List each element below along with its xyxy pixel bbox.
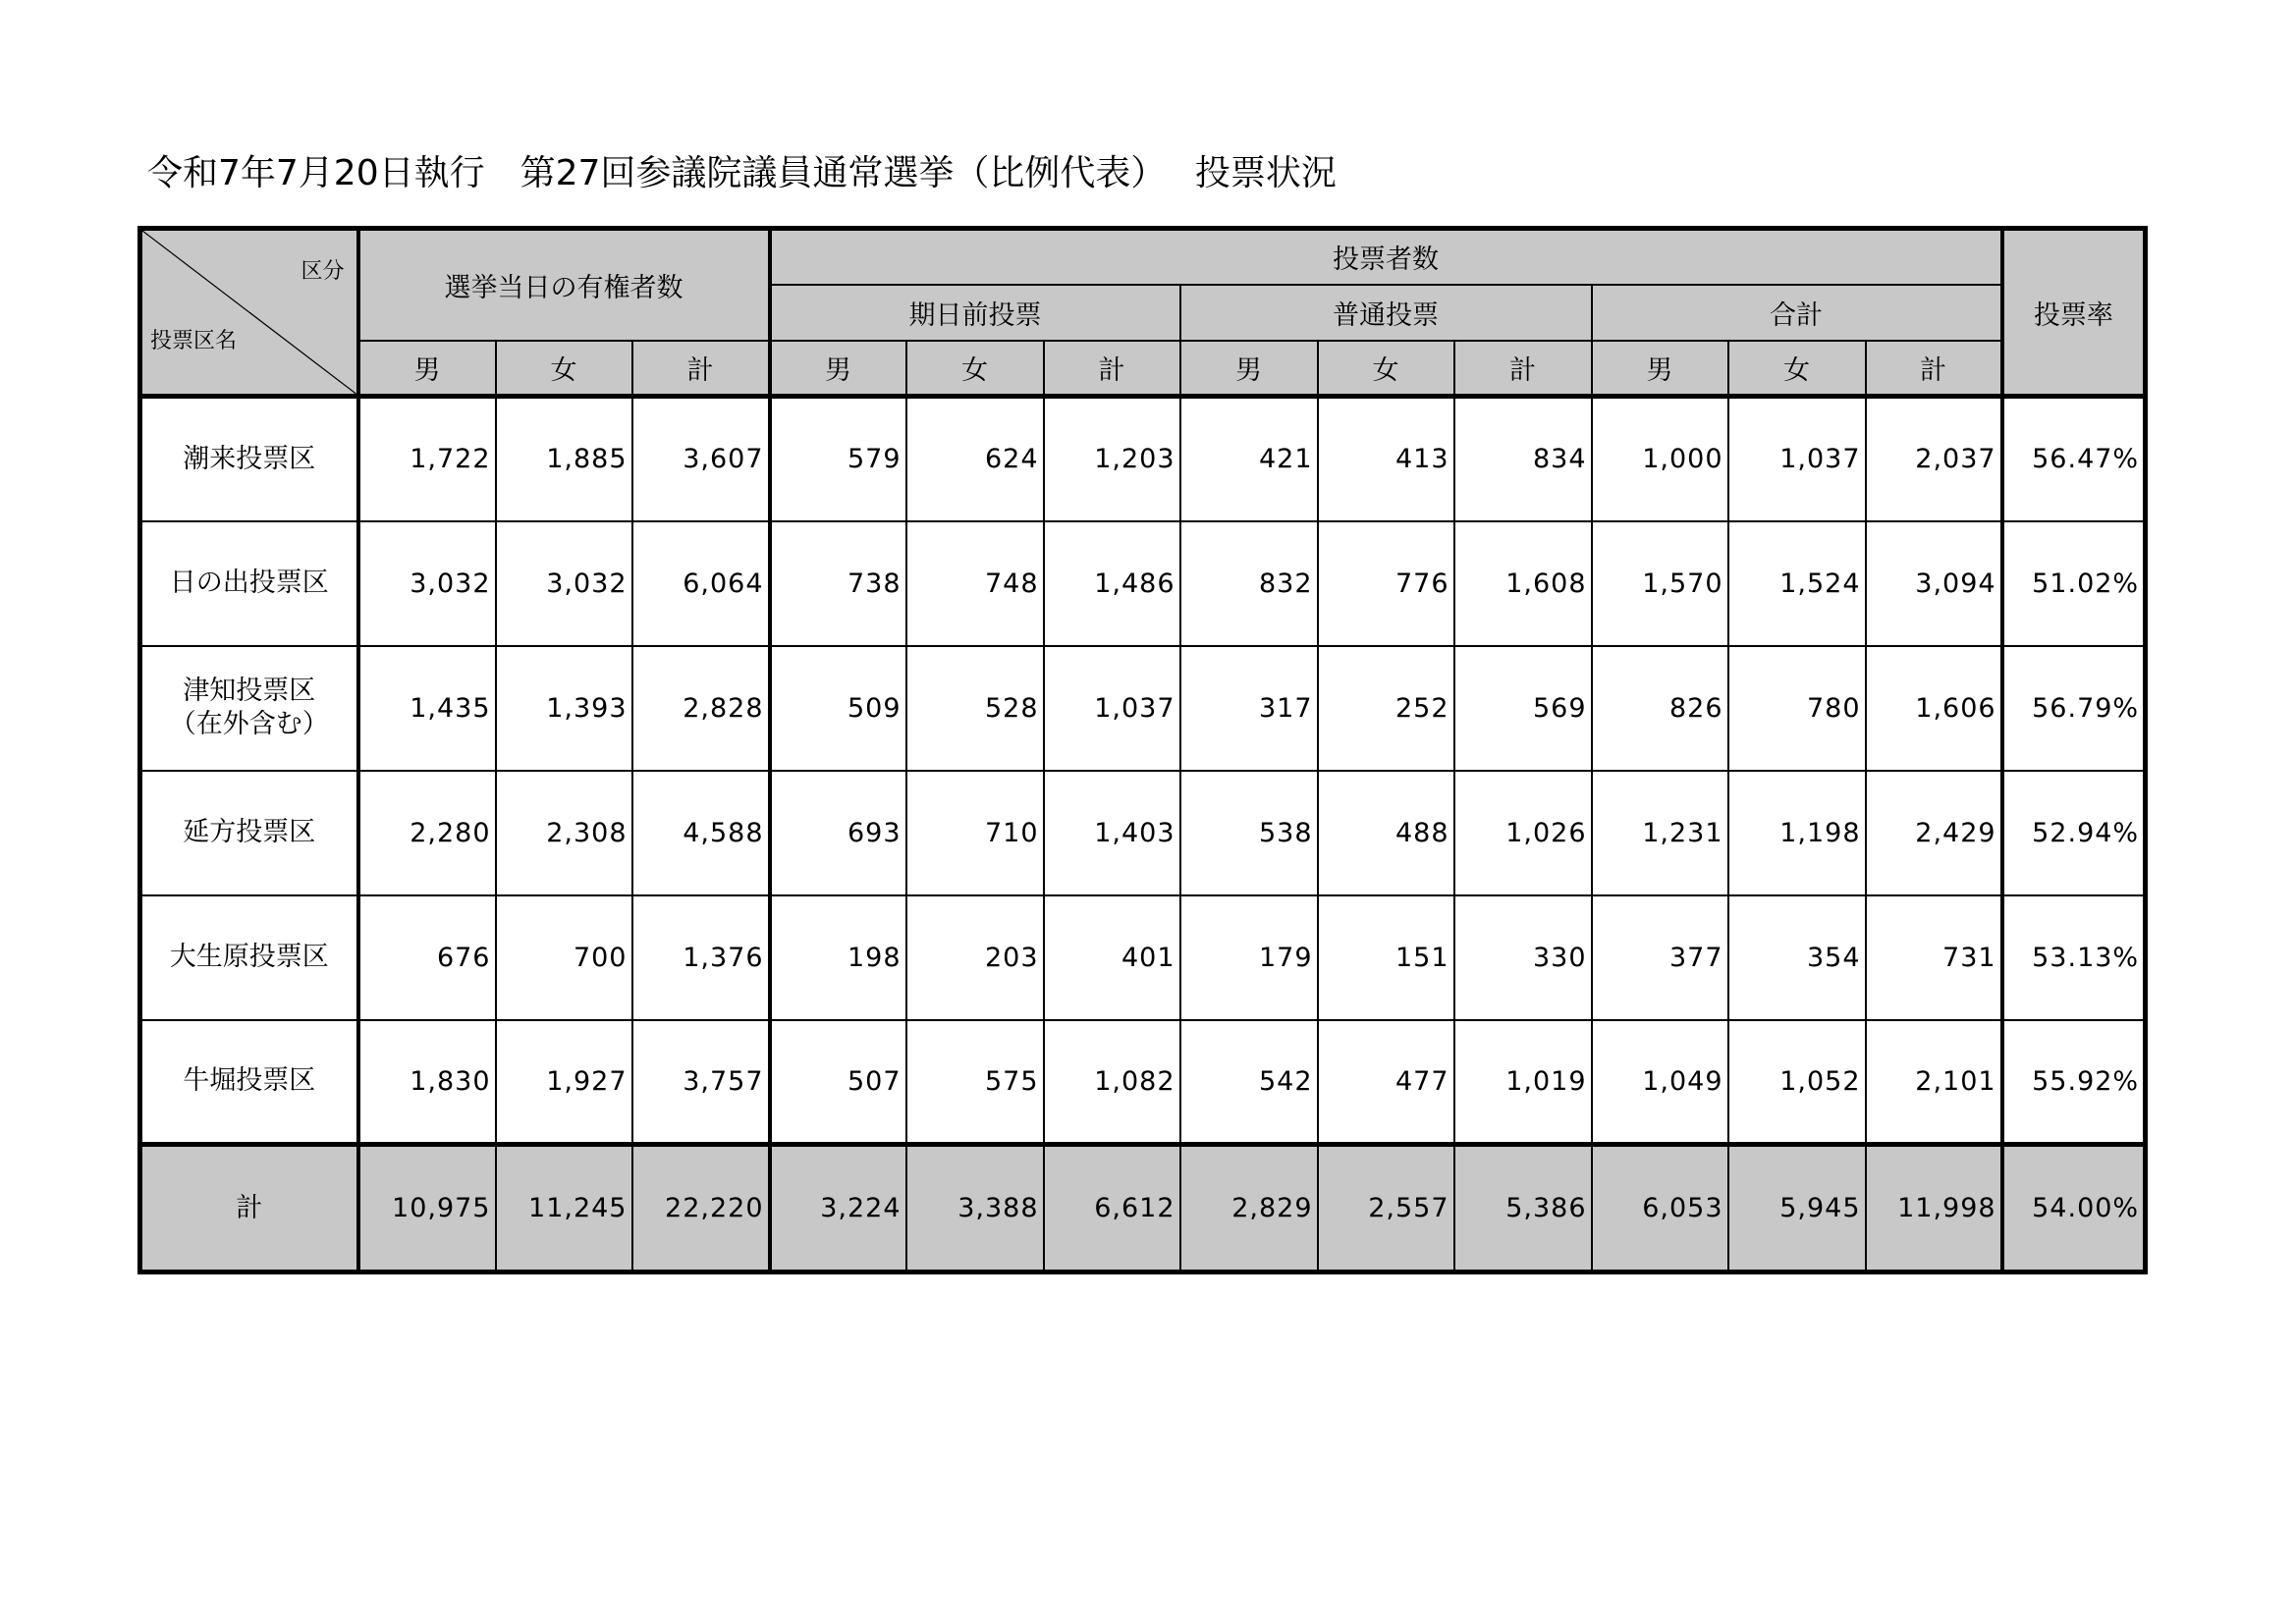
header-female: 女 — [496, 341, 632, 397]
total-cell: 10,975 — [358, 1145, 496, 1272]
district-name: 津知投票区 — [183, 676, 316, 706]
table-cell: 1,037 — [1728, 397, 1866, 521]
turnout-cell: 52.94% — [2002, 771, 2146, 895]
header-regular: 普通投票 — [1180, 285, 1592, 341]
table-cell: 2,308 — [496, 771, 632, 895]
table-row — [140, 895, 2146, 1020]
district-name-cell — [140, 771, 358, 895]
table-cell: 377 — [1592, 895, 1728, 1020]
table-cell: 731 — [1866, 895, 2002, 1020]
table-cell: 1,608 — [1454, 521, 1592, 646]
table-cell: 1,486 — [1044, 521, 1180, 646]
table-cell: 624 — [906, 397, 1044, 521]
table-row — [140, 1020, 2146, 1145]
header-kubun: 区分 — [301, 259, 345, 284]
table-cell: 1,198 — [1728, 771, 1866, 895]
table-cell: 528 — [906, 646, 1044, 771]
table-cell: 1,231 — [1592, 771, 1728, 895]
table-cell: 1,885 — [496, 397, 632, 521]
table-cell: 2,101 — [1866, 1020, 2002, 1145]
total-cell: 2,829 — [1180, 1145, 1318, 1272]
district-name-cell — [140, 1020, 358, 1145]
table-cell: 2,037 — [1866, 397, 2002, 521]
table-cell: 569 — [1454, 646, 1592, 771]
table-row — [140, 521, 2146, 646]
table-cell: 3,032 — [496, 521, 632, 646]
turnout-cell: 53.13% — [2002, 895, 2146, 1020]
district-name-cell — [140, 646, 358, 771]
table-cell: 477 — [1318, 1020, 1454, 1145]
district-name-cell — [140, 397, 358, 521]
table-cell: 413 — [1318, 397, 1454, 521]
table-cell: 826 — [1592, 646, 1728, 771]
total-cell: 2,557 — [1318, 1145, 1454, 1272]
table-cell: 1,606 — [1866, 646, 2002, 771]
table-row — [140, 646, 2146, 771]
table-cell: 738 — [770, 521, 906, 646]
header-male: 男 — [770, 341, 906, 397]
header-female: 女 — [1318, 341, 1454, 397]
table-cell: 3,032 — [358, 521, 496, 646]
table-cell: 1,203 — [1044, 397, 1180, 521]
header-male: 男 — [358, 341, 496, 397]
total-cell: 3,224 — [770, 1145, 906, 1272]
table-cell: 2,828 — [632, 646, 770, 771]
table-cell: 1,403 — [1044, 771, 1180, 895]
table-cell: 421 — [1180, 397, 1318, 521]
total-cell: 3,388 — [906, 1145, 1044, 1272]
district-name: 大生原投票区 — [169, 942, 329, 972]
table-cell: 1,927 — [496, 1020, 632, 1145]
table-cell: 1,082 — [1044, 1020, 1180, 1145]
total-cell: 11,998 — [1866, 1145, 2002, 1272]
district-name: 延方投票区 — [183, 817, 316, 847]
table-cell: 1,026 — [1454, 771, 1592, 895]
page-title: 令和7年7月20日執行 第27回参議院議員通常選挙（比例代表） 投票状況 — [147, 153, 1337, 193]
table-cell: 676 — [358, 895, 496, 1020]
header-female: 女 — [1728, 341, 1866, 397]
table-cell: 693 — [770, 771, 906, 895]
header-male: 男 — [1180, 341, 1318, 397]
table-cell: 179 — [1180, 895, 1318, 1020]
header-early: 期日前投票 — [770, 285, 1180, 341]
table-cell: 748 — [906, 521, 1044, 646]
table-cell: 354 — [1728, 895, 1866, 1020]
table-cell: 1,376 — [632, 895, 770, 1020]
table-cell: 3,607 — [632, 397, 770, 521]
total-label: 計 — [140, 1145, 358, 1272]
table-cell: 575 — [906, 1020, 1044, 1145]
table-cell: 1,052 — [1728, 1020, 1866, 1145]
table-cell: 3,094 — [1866, 521, 2002, 646]
table-row — [140, 771, 2146, 895]
header-turnout: 投票率 — [2002, 229, 2146, 397]
table-cell: 2,280 — [358, 771, 496, 895]
table-row — [140, 397, 2146, 521]
table-cell: 1,049 — [1592, 1020, 1728, 1145]
turnout-cell: 51.02% — [2002, 521, 2146, 646]
table-cell: 780 — [1728, 646, 1866, 771]
total-cell: 6,053 — [1592, 1145, 1728, 1272]
header-sum: 計 — [1454, 341, 1592, 397]
table-cell: 1,393 — [496, 646, 632, 771]
table-cell: 832 — [1180, 521, 1318, 646]
table-cell: 4,588 — [632, 771, 770, 895]
header-district-name: 投票区名 — [150, 329, 238, 353]
table-cell: 401 — [1044, 895, 1180, 1020]
corner-header-cell — [140, 229, 358, 397]
header-sum: 計 — [1044, 341, 1180, 397]
district-name: 牛堀投票区 — [183, 1065, 316, 1097]
table-cell: 3,757 — [632, 1020, 770, 1145]
turnout-cell: 55.92% — [2002, 1020, 2146, 1145]
table-cell: 509 — [770, 646, 906, 771]
district-name: 潮来投票区 — [183, 443, 316, 474]
table-cell: 1,000 — [1592, 397, 1728, 521]
total-cell: 5,945 — [1728, 1145, 1866, 1272]
table-cell: 834 — [1454, 397, 1592, 521]
header-female: 女 — [906, 341, 1044, 397]
header-male: 男 — [1592, 341, 1728, 397]
table-cell: 776 — [1318, 521, 1454, 646]
table-cell: 1,037 — [1044, 646, 1180, 771]
header-eligible: 選挙当日の有権者数 — [358, 229, 770, 341]
table-cell: 1,019 — [1454, 1020, 1592, 1145]
table-cell: 700 — [496, 895, 632, 1020]
total-cell: 5,386 — [1454, 1145, 1592, 1272]
table-cell: 151 — [1318, 895, 1454, 1020]
table-cell: 579 — [770, 397, 906, 521]
district-name: 日の出投票区 — [169, 568, 329, 598]
table-cell: 542 — [1180, 1020, 1318, 1145]
table-cell: 1,570 — [1592, 521, 1728, 646]
table-cell: 1,830 — [358, 1020, 496, 1145]
table-cell: 330 — [1454, 895, 1592, 1020]
total-cell: 11,245 — [496, 1145, 632, 1272]
table-cell: 6,064 — [632, 521, 770, 646]
table-cell: 488 — [1318, 771, 1454, 895]
voting-status-table — [137, 226, 2148, 1274]
header-total: 合計 — [1592, 285, 2002, 341]
total-row — [140, 1145, 2146, 1272]
table-cell: 203 — [906, 895, 1044, 1020]
turnout-cell: 56.47% — [2002, 397, 2146, 521]
table-cell: 1,524 — [1728, 521, 1866, 646]
district-name-cell — [140, 521, 358, 646]
table-cell: 1,722 — [358, 397, 496, 521]
district-name-note: （在外含む） — [169, 709, 329, 739]
header-sum: 計 — [632, 341, 770, 397]
table-cell: 198 — [770, 895, 906, 1020]
table-cell: 2,429 — [1866, 771, 2002, 895]
table-cell: 317 — [1180, 646, 1318, 771]
table-cell: 252 — [1318, 646, 1454, 771]
table-cell: 538 — [1180, 771, 1318, 895]
turnout-cell: 56.79% — [2002, 646, 2146, 771]
table-cell: 710 — [906, 771, 1044, 895]
table-cell: 507 — [770, 1020, 906, 1145]
total-cell: 6,612 — [1044, 1145, 1180, 1272]
total-turnout-cell: 54.00% — [2002, 1145, 2146, 1272]
header-sum: 計 — [1866, 341, 2002, 397]
total-cell: 22,220 — [632, 1145, 770, 1272]
table-cell: 1,435 — [358, 646, 496, 771]
header-voters: 投票者数 — [770, 229, 2002, 285]
district-name-cell — [140, 895, 358, 1020]
